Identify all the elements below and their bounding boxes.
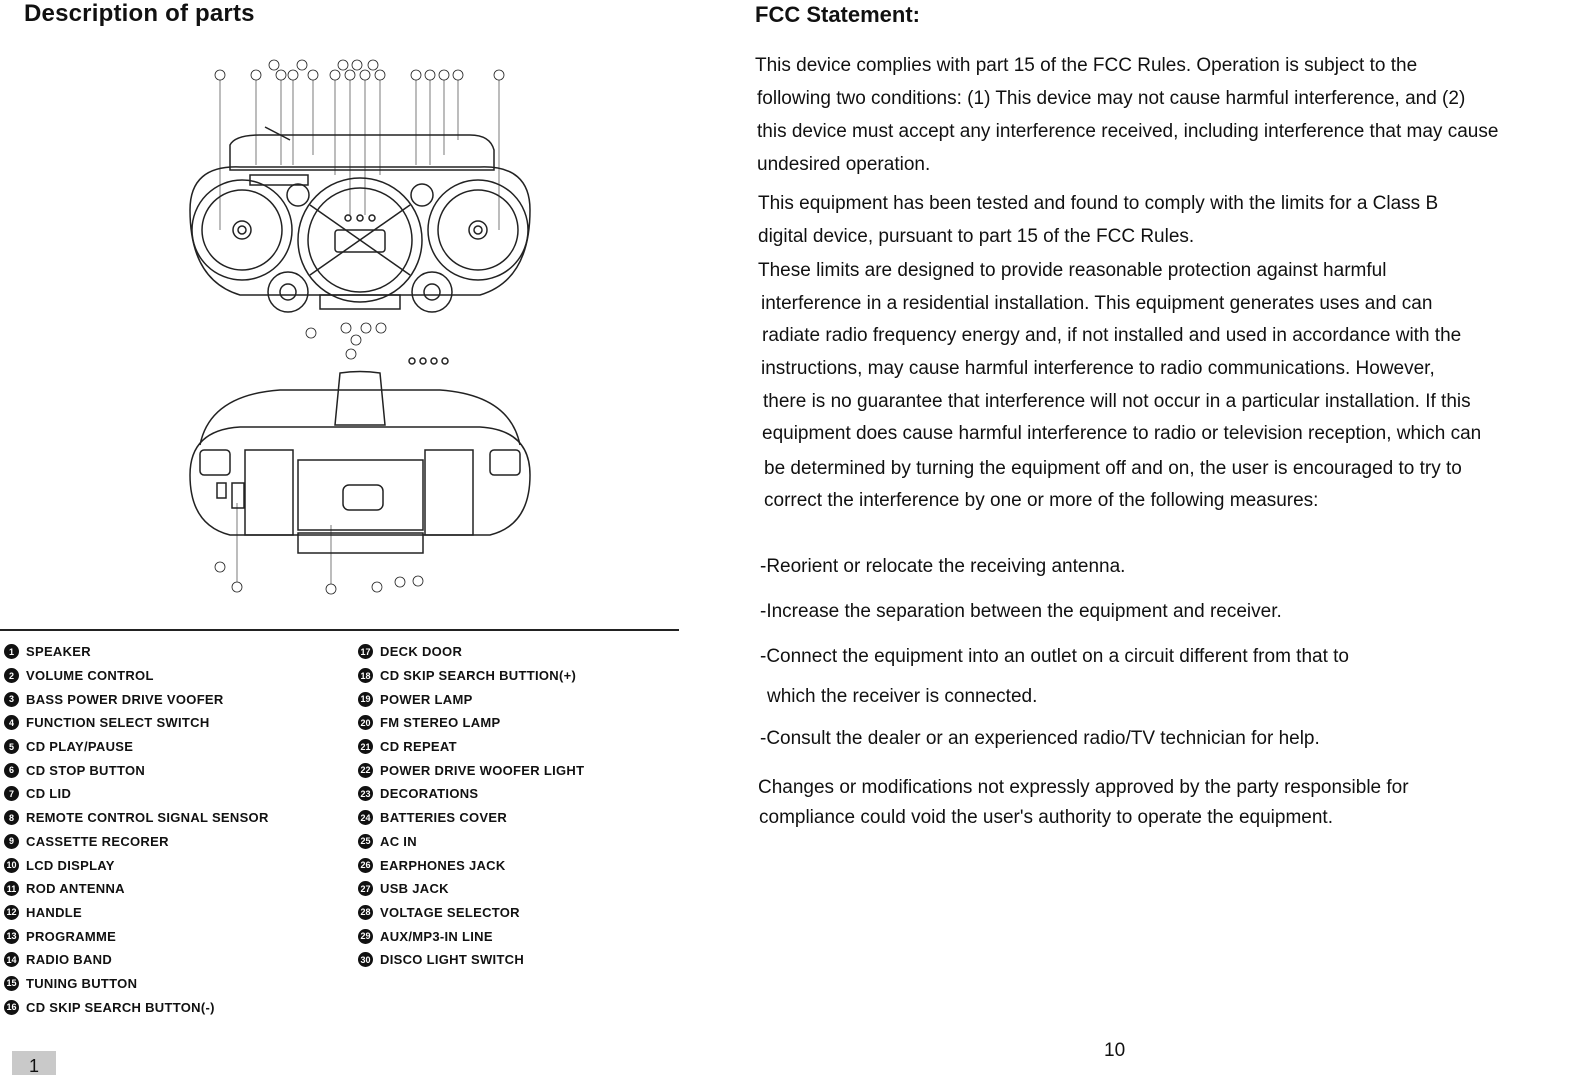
item-number: 26 — [358, 858, 373, 873]
fcc-line: undesired operation. — [757, 154, 931, 175]
fcc-line: there is no guarantee that interference will not occur in a particular installation. If this — [763, 391, 1471, 412]
bottom-callouts — [306, 323, 386, 359]
section-divider — [0, 629, 679, 631]
item-number: 9 — [4, 834, 19, 849]
item-label: VOLUME CONTROL — [26, 668, 154, 684]
list-item — [4, 877, 269, 901]
list-item — [358, 735, 584, 759]
list-item — [358, 830, 584, 854]
fcc-line: instructions, may cause harmful interference to radio communications. However, — [761, 358, 1435, 379]
item-label: AUX/MP3-IN LINE — [380, 928, 493, 944]
rear-callouts — [215, 503, 423, 594]
page-number-left: 1 — [12, 1051, 56, 1075]
list-item — [4, 853, 269, 877]
item-label: SPEAKER — [26, 644, 91, 660]
item-number: 4 — [4, 715, 19, 730]
fcc-line: -Increase the separation between the equipment and receiver. — [760, 601, 1282, 622]
item-number: 11 — [4, 881, 19, 896]
item-label: REMOTE CONTROL SIGNAL SENSOR — [26, 810, 269, 826]
parts-list-right — [358, 640, 584, 972]
fcc-line: compliance could void the user's authority to operate the equipment. — [759, 807, 1333, 828]
boombox-diagram — [180, 55, 540, 605]
item-number: 20 — [358, 715, 373, 730]
list-item — [358, 853, 584, 877]
item-number: 28 — [358, 905, 373, 920]
callout-markers — [215, 60, 504, 80]
item-number: 7 — [4, 786, 19, 801]
item-label: FM STEREO LAMP — [380, 715, 501, 731]
fcc-line: -Consult the dealer or an experienced radio/TV technician for help. — [760, 728, 1320, 749]
item-label: CD SKIP SEARCH BUTTON(-) — [26, 999, 215, 1015]
item-label: ROD ANTENNA — [26, 881, 125, 897]
fcc-title: FCC Statement: — [755, 2, 921, 27]
list-item — [358, 924, 584, 948]
item-number: 27 — [358, 881, 373, 896]
item-number: 12 — [4, 905, 19, 920]
fcc-line: equipment does cause harmful interference to radio or television reception, which can — [762, 423, 1482, 444]
item-number: 29 — [358, 929, 373, 944]
item-label: POWER DRIVE WOOFER LIGHT — [380, 762, 585, 778]
fcc-line: interference in a residential installation. This equipment generates uses and can — [761, 293, 1433, 314]
item-number: 21 — [358, 739, 373, 754]
item-number: 13 — [4, 929, 19, 944]
list-item — [358, 640, 584, 664]
item-number: 17 — [358, 644, 373, 659]
item-number: 2 — [4, 668, 19, 683]
list-item — [358, 806, 584, 830]
list-item — [4, 901, 269, 925]
list-item — [4, 687, 269, 711]
list-item — [4, 782, 269, 806]
item-label: DECK DOOR — [380, 644, 463, 660]
item-label: BATTERIES COVER — [380, 810, 508, 826]
item-number: 25 — [358, 834, 373, 849]
item-label: DECORATIONS — [380, 786, 479, 802]
item-label: VOLTAGE SELECTOR — [380, 904, 520, 920]
fcc-line: following two conditions: (1) This device may not cause harmful interference, and (2) — [757, 88, 1466, 109]
list-item — [4, 806, 269, 830]
list-item — [358, 711, 584, 735]
list-item — [358, 901, 584, 925]
parts-list-left — [4, 640, 269, 1019]
item-number: 30 — [358, 952, 373, 967]
item-label: BASS POWER DRIVE VOOFER — [26, 691, 224, 707]
page-number-right: 10 — [1104, 1040, 1126, 1061]
list-item — [4, 711, 269, 735]
list-item — [358, 877, 584, 901]
fcc-line: These limits are designed to provide reasonable protection against harmful — [758, 260, 1387, 281]
fcc-line: correct the interference by one or more of the following measures: — [764, 490, 1319, 511]
list-item — [358, 687, 584, 711]
item-number: 10 — [4, 858, 19, 873]
item-label: CD SKIP SEARCH BUTTION(+) — [380, 668, 577, 684]
item-number: 3 — [4, 692, 19, 707]
list-item — [358, 782, 584, 806]
item-label: PROGRAMME — [26, 928, 117, 944]
item-label: FUNCTION SELECT SWITCH — [26, 715, 210, 731]
item-label: EARPHONES JACK — [380, 857, 506, 873]
item-label: HANDLE — [26, 904, 82, 920]
list-item — [4, 735, 269, 759]
item-label: POWER LAMP — [380, 691, 473, 707]
item-number: 8 — [4, 810, 19, 825]
list-item — [4, 664, 269, 688]
list-item — [4, 972, 269, 996]
item-label: CD LID — [26, 786, 72, 802]
fcc-line: be determined by turning the equipment off and on, the user is encouraged to try to — [764, 458, 1462, 479]
list-item — [4, 640, 269, 664]
fcc-line: This equipment has been tested and found to comply with the limits for a Class B — [758, 193, 1439, 214]
fcc-line: -Reorient or relocate the receiving antenna. — [760, 556, 1126, 577]
item-number: 5 — [4, 739, 19, 754]
item-number: 16 — [4, 1000, 19, 1015]
fcc-line: which the receiver is connected. — [767, 686, 1038, 707]
rear-view — [190, 358, 530, 553]
item-number: 6 — [4, 763, 19, 778]
item-label: CD STOP BUTTON — [26, 762, 146, 778]
item-label: LCD DISPLAY — [26, 857, 115, 873]
leader-lines — [220, 80, 499, 230]
list-item — [358, 758, 584, 782]
list-item — [4, 830, 269, 854]
item-label: CD PLAY/PAUSE — [26, 739, 134, 755]
list-item — [4, 924, 269, 948]
item-number: 14 — [4, 952, 19, 967]
item-label: DISCO LIGHT SWITCH — [380, 952, 525, 968]
item-number: 19 — [358, 692, 373, 707]
fcc-line: digital device, pursuant to part 15 of the FCC Rules. — [758, 226, 1195, 247]
list-item — [4, 758, 269, 782]
list-item — [4, 995, 269, 1019]
fcc-line: -Connect the equipment into an outlet on a circuit different from that to — [760, 646, 1349, 667]
item-number: 18 — [358, 668, 373, 683]
fcc-line: This device complies with part 15 of the FCC Rules. Operation is subject to the — [755, 55, 1418, 76]
item-number: 1 — [4, 644, 19, 659]
list-item — [4, 948, 269, 972]
item-label: TUNING BUTTON — [26, 975, 138, 991]
fcc-line: radiate radio frequency energy and, if not installed and used in accordance with the — [762, 325, 1462, 346]
fcc-line: this device must accept any interference received, including interference that may cause — [757, 121, 1499, 142]
left-page-title: Description of parts — [24, 0, 255, 27]
item-number: 22 — [358, 763, 373, 778]
item-label: CD REPEAT — [380, 739, 457, 755]
list-item — [358, 948, 584, 972]
item-label: USB JACK — [380, 881, 449, 897]
item-number: 15 — [4, 976, 19, 991]
item-number: 24 — [358, 810, 373, 825]
item-label: RADIO BAND — [26, 952, 113, 968]
fcc-line: Changes or modifications not expressly approved by the party responsible for — [758, 777, 1409, 798]
list-item — [358, 664, 584, 688]
item-label: CASSETTE RECORER — [26, 833, 169, 849]
item-number: 23 — [358, 786, 373, 801]
item-label: AC IN — [380, 833, 417, 849]
front-view — [190, 127, 530, 312]
